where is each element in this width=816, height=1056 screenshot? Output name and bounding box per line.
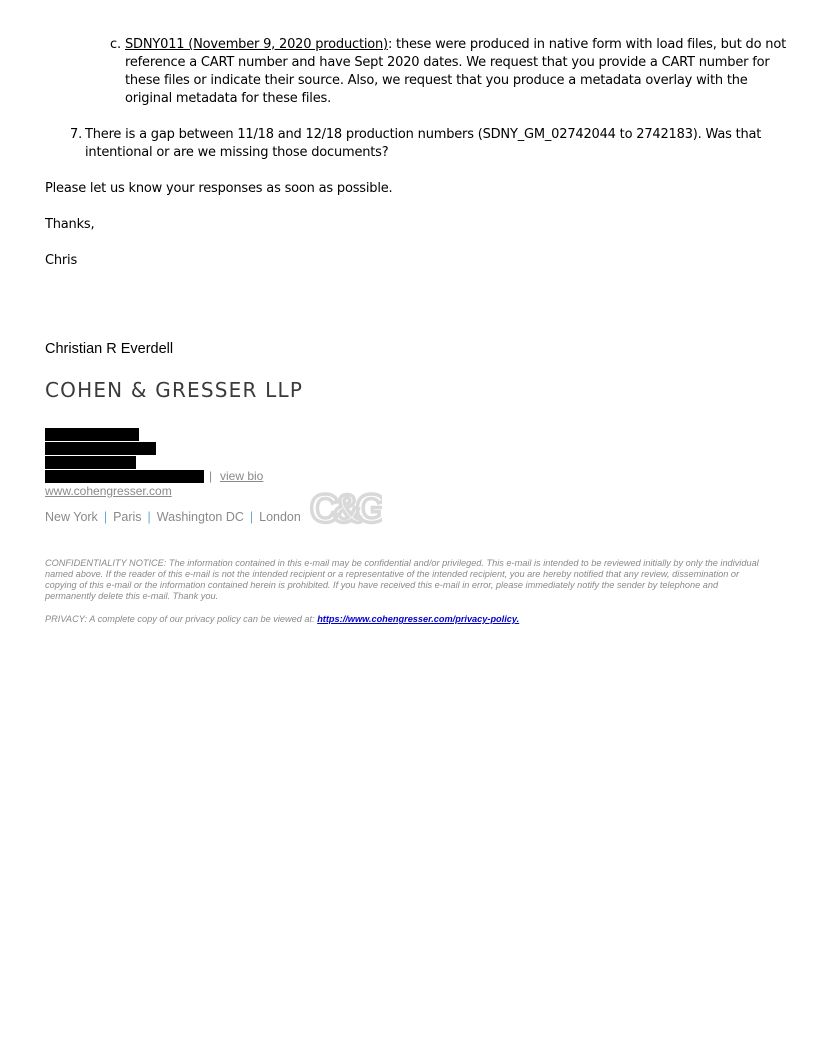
list-marker-7: 7. — [70, 127, 83, 142]
list-item-7 — [70, 126, 770, 162]
firm-logo: COHEN & GRESSER LLP — [45, 378, 304, 402]
closing-line: Please let us know your responses as soon as possible. — [45, 181, 393, 196]
office-separator: | — [103, 510, 108, 524]
redaction-bar — [45, 470, 204, 483]
privacy-notice — [45, 614, 770, 625]
list-item-c-text: : these were produced in native form with load files, but do not reference a CART number and have Sept 2020 dates. We request that you provide a CART number for these files or indicate their source. Also, we request that you produce a metadata overlay with the original metadata for these files. — [125, 37, 786, 106]
thanks-line: Thanks, — [45, 217, 95, 232]
office-paris: Paris — [113, 510, 142, 524]
redaction-bar — [45, 442, 156, 455]
cg-logo-icon — [308, 486, 382, 528]
redaction-bar — [45, 456, 136, 469]
view-bio-link[interactable]: view bio — [220, 469, 264, 483]
list-item-c-content — [125, 36, 790, 108]
website-link[interactable]: www.cohengresser.com — [45, 484, 172, 498]
privacy-policy-link[interactable]: https://www.cohengresser.com/privacy-policy. — [317, 614, 520, 624]
list-marker-c: c. — [110, 37, 121, 52]
production-link[interactable]: SDNY011 (November 9, 2020 production) — [125, 37, 388, 52]
office-london: London — [259, 510, 301, 524]
office-new-york: New York — [45, 510, 98, 524]
office-washington-dc: Washington DC — [156, 510, 244, 524]
office-separator: | — [249, 510, 254, 524]
redaction-bar — [45, 428, 139, 441]
list-item-7-text: There is a gap between 11/18 and 12/18 production numbers (SDNY_GM_02742044 to 2742183). Was that intentional or are we missing those documents? — [85, 127, 762, 160]
confidentiality-notice: CONFIDENTIALITY NOTICE: The information contained in this e-mail may be confidential and/or privileged. This e-mail is intended to be reviewed initially by only the individual named above. If the reader of this e-mail is not the intended recipient or a representative of the intended recipient, you are hereby notified that any review, dissemination or copying of this e-mail or the information contained herein is prohibited. If you have received this e-mail in error, please immediately notify the sender by telephone and permanently delete this e-mail. Thank you. — [45, 558, 759, 601]
office-separator: | — [147, 510, 151, 524]
sender-short-name: Chris — [45, 253, 78, 268]
privacy-text: PRIVACY: A complete copy of our privacy policy can be viewed at: — [45, 614, 318, 624]
list-item-c — [110, 36, 790, 108]
bio-separator: | — [209, 469, 213, 483]
signature-name: Christian R Everdell — [45, 341, 174, 357]
cg-logo-mark: C&G — [310, 487, 381, 528]
office-locations — [45, 510, 301, 524]
